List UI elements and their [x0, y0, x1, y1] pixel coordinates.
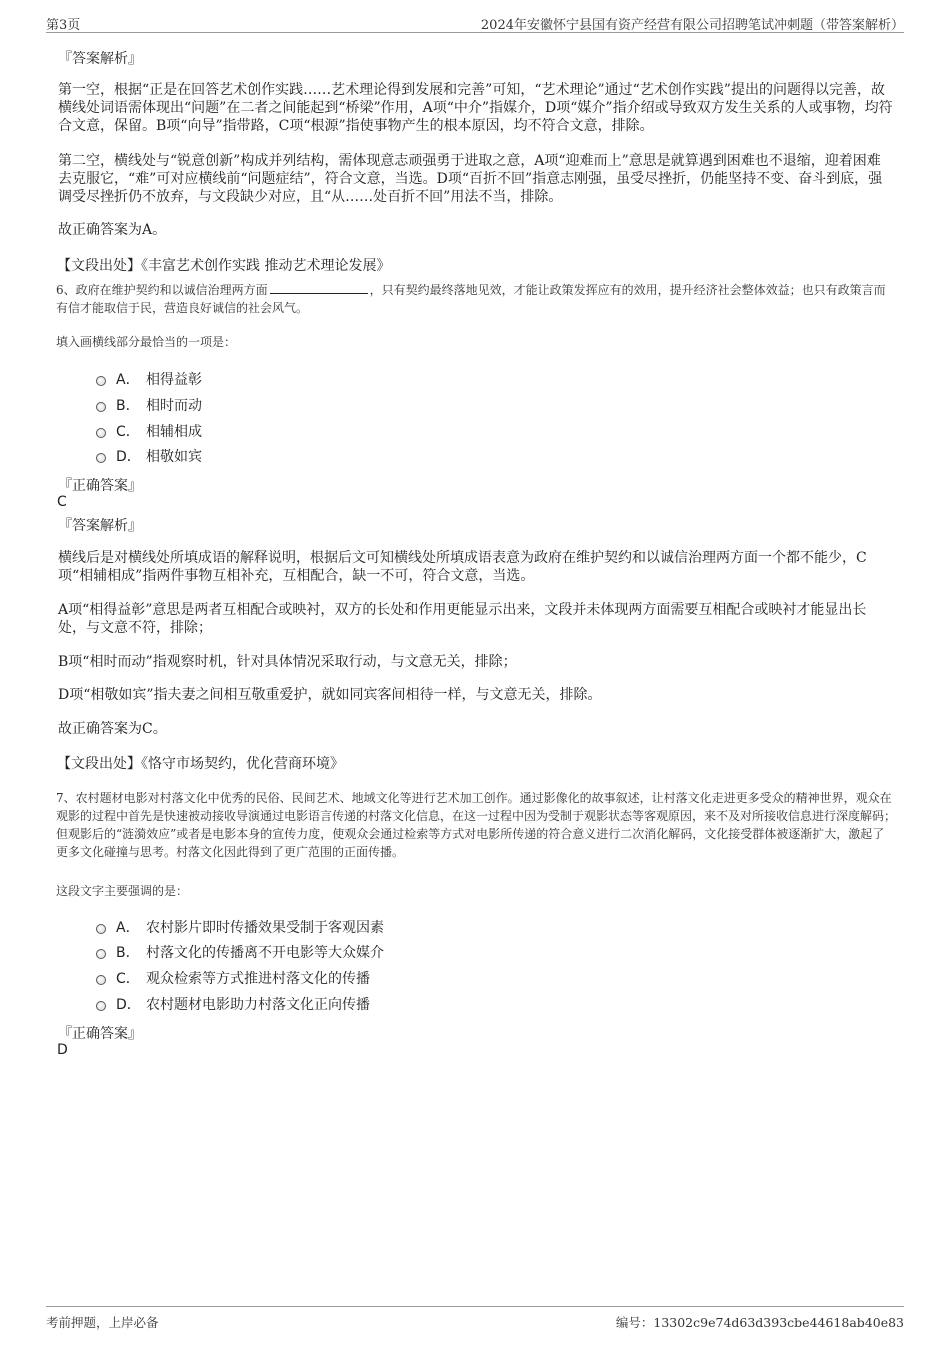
page-footer [46, 1306, 904, 1329]
q6-conclusion: 故正确答案为C。 [58, 721, 167, 737]
radio-icon[interactable] [96, 376, 106, 386]
option-letter: D． [116, 449, 141, 465]
option-text: 农村题材电影助力村落文化正向传播 [146, 997, 370, 1013]
option-text: 相敬如宾 [146, 449, 202, 465]
q7-option-c[interactable] [96, 968, 370, 988]
radio-icon[interactable] [96, 428, 106, 438]
option-letter: A． [116, 372, 140, 388]
radio-icon[interactable] [96, 402, 106, 412]
page-header [46, 12, 904, 33]
q6-option-d[interactable] [96, 446, 202, 466]
q6-analysis-label: 『答案解析』 [58, 518, 142, 534]
q6-prompt: 填入画横线部分最恰当的一项是： [56, 335, 237, 349]
q5-conclusion: 故正确答案为A。 [58, 222, 167, 238]
q5-analysis-label: 『答案解析』 [58, 51, 142, 67]
option-text: 村落文化的传播离不开电影等大众媒介 [146, 945, 384, 961]
option-letter: C． [116, 424, 140, 440]
q7-correct-label: 『正确答案』 [58, 1026, 142, 1042]
option-text: 农村影片即时传播效果受制于客观因素 [146, 920, 384, 936]
option-letter: D． [116, 997, 141, 1013]
document-title: 2024年安徽怀宁县国有资产经营有限公司招聘笔试冲刺题（带答案解析） [480, 18, 904, 33]
q6-question-text [56, 281, 896, 317]
q7-correct-answer: D [57, 1042, 68, 1058]
q6-analysis-para-1: 横线后是对横线处所填成语的解释说明，根据后文可知横线处所填成语表意为政府在维护契约和以诚信治理两方面一个都不能少，C项“相辅相成”指两件事物互相补充，互相配合，缺一不可，符合文意，当选。 [58, 550, 867, 584]
q6-correct-label: 『正确答案』 [58, 478, 142, 494]
q7-question-text: 7、农村题材电影对村落文化中优秀的民俗、民间艺术、地域文化等进行艺术加工创作。通过影像化的故事叙述，让村落文化走进更多受众的精神世界，观众在观影的过程中首先是快速被动接收导演通过电影语言传递的村落文化信息，在这一过程中因为受制于观影状态等客观原因，来不及对所接收信息进行深度解码；但观影后的“涟漪效应”或者是电影本身的宣传力度，使观众会通过检索等方式对电影所传递的符合意义进行二次消化解码，文化接受群体被逐渐扩大，激起了更多文化碰撞与思考。村落文化因此得到了更广范围的正面传播。 [56, 791, 897, 859]
radio-icon[interactable] [96, 924, 106, 934]
q5-analysis-para-1: 第一空，根据“正是在回答艺术创作实践……艺术理论得到发展和完善”可知，“艺术理论”通过“艺术创作实践”提出的问题得以完善，故横线处词语需体现出“问题”在二者之间能起到“桥梁”作用，A项“中介”指媒介，D项“媒介”指介绍或导致双方发生关系的人或事物，均符合文意，保留。B项“向导”指带路，C项“根源”指使事物产生的根本原因，均不符合文意，排除。 [58, 82, 893, 134]
radio-icon[interactable] [96, 453, 106, 463]
option-letter: B． [116, 398, 140, 414]
footer-slogan: 考前押题，上岸必备 [46, 1315, 159, 1330]
option-text: 相时而动 [146, 398, 202, 414]
q7-option-d[interactable] [96, 994, 370, 1014]
option-text: 相辅相成 [146, 424, 202, 440]
q6-text-after: ，只有契约最终落地见效，才能让政策发挥应有的效用，提升经济社会整体效益；也只有政策言而有信才能取信于民，营造良好诚信的社会风气。 [56, 283, 886, 315]
q6-analysis-para-4: D项“相敬如宾”指夫妻之间相互敬重爱护，就如同宾客间相待一样，与文意无关，排除。 [58, 687, 602, 703]
q7-option-b[interactable] [96, 942, 384, 962]
option-letter: C． [116, 971, 140, 987]
radio-icon[interactable] [96, 949, 106, 959]
option-text: 相得益彰 [146, 372, 202, 388]
page-number: 第3页 [46, 18, 81, 33]
q6-option-a[interactable] [96, 369, 202, 389]
q6-option-b[interactable] [96, 395, 202, 415]
q5-source: 【文段出处】《丰富艺术创作实践 推动艺术理论发展》 [57, 258, 391, 274]
q6-option-c[interactable] [96, 421, 202, 441]
q7-prompt: 这段文字主要强调的是： [56, 884, 189, 898]
q6-text-before: 6、政府在维护契约和以诚信治理两方面 [56, 283, 268, 297]
option-letter: A． [116, 920, 140, 936]
document-id: 编号：13302c9e74d63d393cbe44618ab40e83 [615, 1315, 904, 1330]
option-text: 观众检索等方式推进村落文化的传播 [146, 971, 370, 987]
q6-blank-line [270, 282, 368, 294]
q7-option-a[interactable] [96, 917, 384, 937]
option-letter: B． [116, 945, 140, 961]
q5-analysis-para-2: 第二空，横线处与“锐意创新”构成并列结构，需体现意志顽强勇于进取之意，A项“迎难而上”意思是就算遇到困难也不退缩，迎着困难去克服它，“难”可对应横线前“问题症结”，符合文意，当选。D项“百折不回”指意志刚强，虽受尽挫折，仍能坚持不变、奋斗到底，强调受尽挫折仍不放弃，与文段缺少对应，且“从……处百折不回”用法不当，排除。 [58, 153, 883, 205]
radio-icon[interactable] [96, 975, 106, 985]
q6-correct-answer: C [57, 494, 67, 510]
q6-analysis-para-3: B项“相时而动”指观察时机，针对具体情况采取行动，与文意无关，排除； [58, 654, 517, 670]
q6-analysis-para-2: A项“相得益彰”意思是两者互相配合或映衬，双方的长处和作用更能显示出来，文段并未体现两方面需要互相配合或映衬才能显出长处，与文意不符，排除； [58, 602, 867, 636]
q6-source: 【文段出处】《恪守市场契约，优化营商环境》 [57, 756, 344, 772]
radio-icon[interactable] [96, 1001, 106, 1011]
